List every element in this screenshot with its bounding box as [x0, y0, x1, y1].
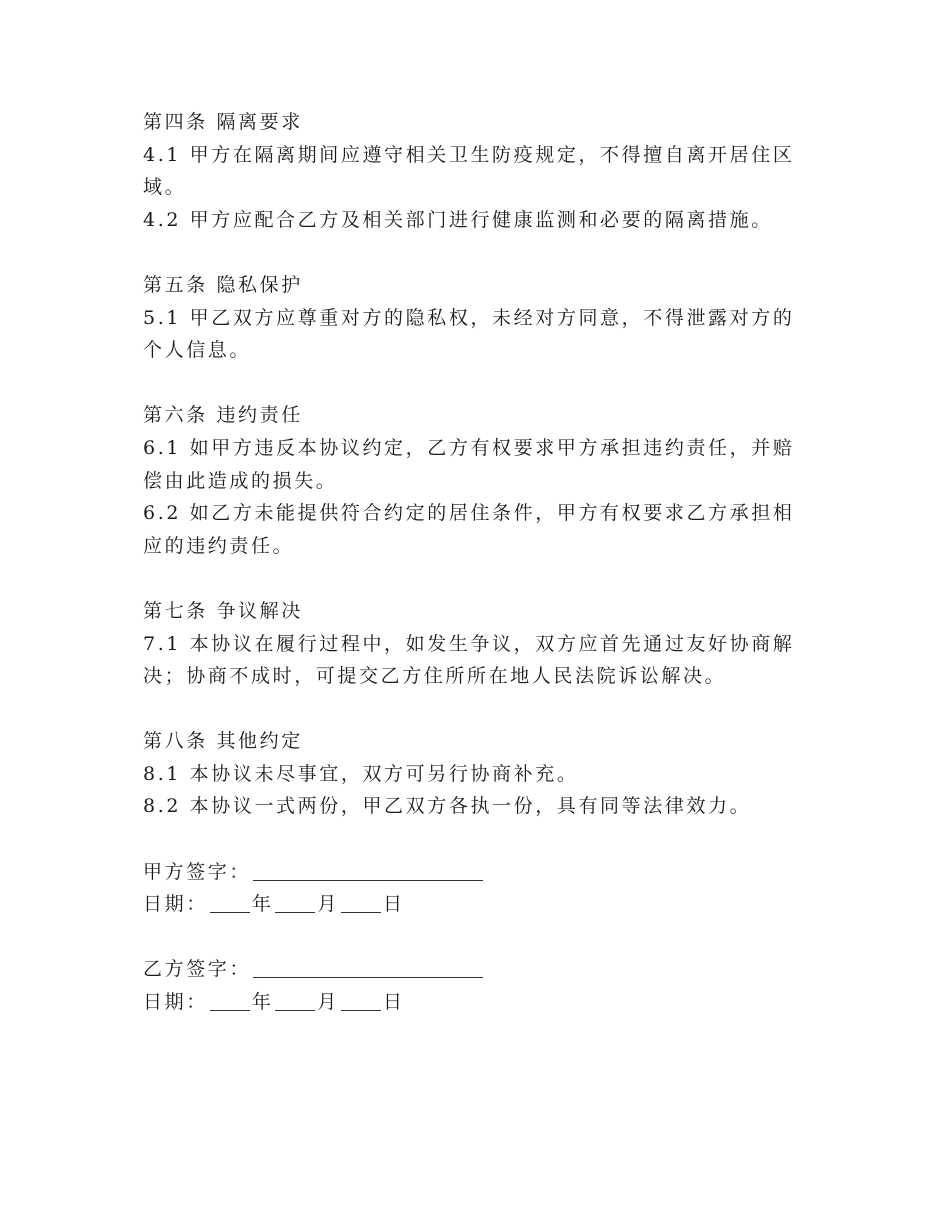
month-label: 月 [317, 991, 340, 1014]
party-a-signature-field[interactable] [253, 861, 483, 881]
party-a-signature-label: 甲方签字： [143, 860, 252, 883]
spacer [143, 367, 803, 400]
year-label: 年 [251, 893, 274, 916]
section-8 [143, 725, 803, 823]
party-b-date-line [143, 986, 803, 1019]
clause-line: 6.2 如乙方未能提供符合约定的居住条件，甲方有权要求乙方承担相 [143, 502, 795, 525]
clause-line: 决；协商不成时，可提交乙方住所所在地人民法院诉讼解决。 [143, 665, 727, 688]
day-field[interactable] [341, 991, 381, 1011]
month-label: 月 [317, 893, 340, 916]
party-a-signature-block [143, 856, 803, 921]
clause-line: 4.1 甲方在隔离期间应遵守相关卫生防疫规定，不得擅自离开居住区 [143, 143, 795, 166]
clause-line: 个人信息。 [143, 339, 252, 362]
section-heading: 第七条 争议解决 [143, 599, 303, 622]
clause-line: 应的违约责任。 [143, 534, 295, 557]
party-a-signature-line [143, 856, 803, 889]
month-field[interactable] [275, 893, 315, 913]
party-b-signature-label: 乙方签字： [143, 958, 252, 981]
section-heading: 第八条 其他约定 [143, 730, 303, 753]
clause-line: 偿由此造成的损失。 [143, 469, 338, 492]
date-label: 日期： [143, 893, 208, 916]
spacer [143, 236, 803, 269]
clause-line: 8.2 本协议一式两份，甲乙双方各执一份，具有同等法律效力。 [143, 795, 752, 818]
year-field[interactable] [210, 991, 250, 1011]
party-a-date-line [143, 888, 803, 921]
clause-line: 6.1 如甲方违反本协议约定，乙方有权要求甲方承担违约责任，并赔 [143, 436, 795, 459]
party-b-signature-line [143, 953, 803, 986]
spacer [143, 562, 803, 595]
section-heading: 第六条 违约责任 [143, 404, 303, 427]
clause-line: 域。 [143, 176, 187, 199]
spacer [143, 693, 803, 726]
month-field[interactable] [275, 991, 315, 1011]
party-b-signature-block [143, 953, 803, 1018]
section-7 [143, 595, 803, 693]
day-label: 日 [383, 991, 405, 1014]
clause-line: 8.1 本协议未尽事宜，双方可另行协商补充。 [143, 762, 579, 785]
spacer [143, 823, 803, 856]
section-4 [143, 106, 803, 236]
contract-page [143, 106, 803, 1019]
day-field[interactable] [341, 893, 381, 913]
party-b-signature-field[interactable] [253, 958, 483, 978]
section-heading: 第四条 隔离要求 [143, 111, 303, 133]
clause-line: 7.1 本协议在履行过程中，如发生争议，双方应首先通过友好协商解 [143, 632, 795, 655]
section-5 [143, 269, 803, 367]
year-label: 年 [251, 991, 274, 1014]
day-label: 日 [383, 893, 405, 916]
date-label: 日期： [143, 991, 208, 1014]
clause-line: 5.1 甲乙双方应尊重对方的隐私权，未经对方同意，不得泄露对方的 [143, 306, 795, 329]
year-field[interactable] [210, 893, 250, 913]
section-heading: 第五条 隐私保护 [143, 273, 303, 296]
section-6 [143, 399, 803, 562]
clause-line: 4.2 甲方应配合乙方及相关部门进行健康监测和必要的隔离措施。 [143, 208, 773, 231]
spacer [143, 921, 803, 954]
